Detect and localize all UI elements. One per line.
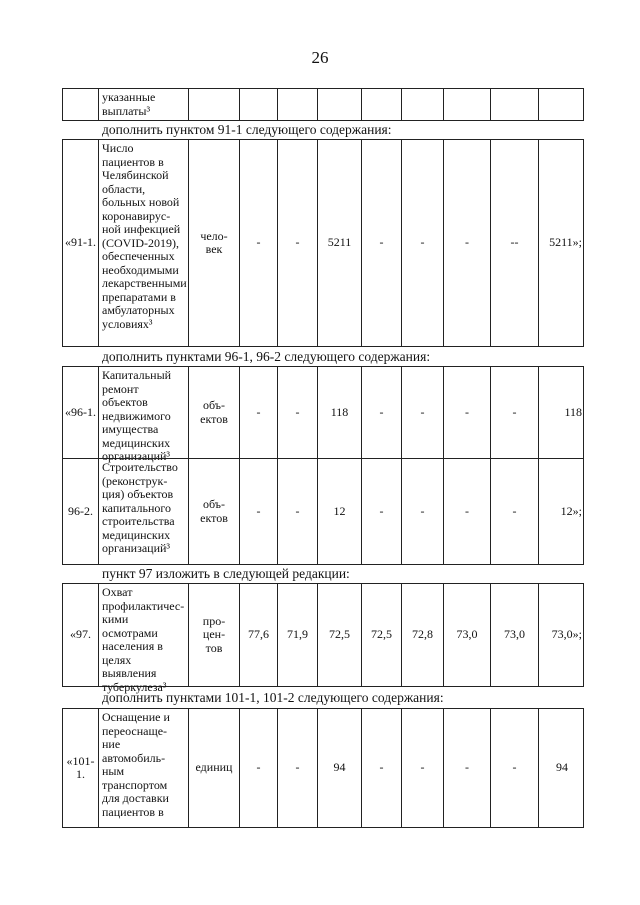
desc-line: Капитальный xyxy=(102,368,172,382)
cell-value: - xyxy=(401,459,443,564)
desc-line: туберкулеза³ xyxy=(102,679,167,694)
cell-num xyxy=(63,89,98,120)
cell-value: - xyxy=(490,459,538,564)
desc-line: переоснаще- xyxy=(102,723,168,738)
cell-value: - xyxy=(239,367,277,458)
cell-value: - xyxy=(443,140,490,346)
cell-value: 118 xyxy=(317,367,361,458)
cell-unit: единиц xyxy=(188,709,239,827)
desc-line: (реконструк- xyxy=(102,473,168,488)
desc-line: организаций³ xyxy=(102,449,171,463)
cell-value: 5211 xyxy=(317,140,361,346)
desc-line: ной инфекцией xyxy=(102,222,181,236)
cell-num: «96-1. xyxy=(65,404,96,419)
desc-line: профилактичес- xyxy=(102,598,185,613)
cell-value: - xyxy=(443,459,490,564)
cell-value: 72,8 xyxy=(401,584,443,686)
cell-value xyxy=(317,89,361,120)
desc-line: Челябинской xyxy=(102,168,169,182)
cell-value: - xyxy=(401,709,443,827)
desc-line: лекарственными xyxy=(102,276,187,290)
desc-line: капитального xyxy=(102,500,171,515)
cell-value: - xyxy=(361,709,401,827)
cell-num: «91-1. xyxy=(65,235,96,250)
cell-desc xyxy=(98,459,188,564)
desc-line: Строительство xyxy=(102,460,178,474)
table-row-96-2 xyxy=(62,458,584,565)
desc-line: кими осмотрами xyxy=(102,612,158,640)
cell-value: - xyxy=(277,459,317,564)
cell-value: - xyxy=(239,140,277,346)
cell-value: - xyxy=(490,367,538,458)
desc-line: транспортом xyxy=(102,777,168,792)
page-number: 26 xyxy=(311,48,329,67)
desc-line: коронавирус- xyxy=(102,208,171,223)
cell-value: 72,5 xyxy=(361,584,401,686)
desc-line: (COVID-2019), xyxy=(102,235,179,250)
table-row-91-1 xyxy=(62,139,584,347)
desc-line: строительства xyxy=(102,514,175,528)
cell-num: 96-2. xyxy=(68,503,93,518)
desc-line: автомобиль- xyxy=(102,750,166,765)
cell-value: - xyxy=(361,459,401,564)
cell-value: - xyxy=(361,140,401,346)
cell-unit: про- цен- тов xyxy=(188,584,239,686)
table-row-top xyxy=(62,88,584,121)
cell-value: -- xyxy=(490,140,538,346)
desc-line: пациентов в xyxy=(102,804,164,819)
cell-value: - xyxy=(277,709,317,827)
cell-value xyxy=(538,89,585,120)
cell-value: - xyxy=(443,709,490,827)
caption-101: дополнить пунктами 101-1, 101-2 следующего содержания: xyxy=(102,690,444,705)
cell-value: - xyxy=(277,367,317,458)
cell-desc xyxy=(98,140,188,346)
desc-line: имущества xyxy=(102,422,159,436)
table-row-96-1 xyxy=(62,366,584,463)
desc-line: ция) объектов xyxy=(102,487,174,501)
table-row-97 xyxy=(62,583,584,694)
desc-line: выявления xyxy=(102,666,157,680)
cell-value xyxy=(361,89,401,120)
desc-line: Охват xyxy=(102,585,133,599)
desc-line: ремонт объектов xyxy=(102,381,148,409)
desc-line: населения в xyxy=(102,639,163,653)
cell-desc xyxy=(98,367,188,463)
cell-value xyxy=(490,89,538,120)
cell-value: 77,6 xyxy=(239,584,277,686)
desc-line: указанные xyxy=(102,90,156,104)
cell-value: 94 xyxy=(317,709,361,827)
cell-unit: объ- ектов xyxy=(188,367,239,458)
cell-value: - xyxy=(277,140,317,346)
cell-value xyxy=(239,89,277,120)
cell-unit: чело- век xyxy=(188,140,239,346)
caption-91: дополнить пунктом 91-1 следующего содержания: xyxy=(102,122,392,137)
desc-line: медицинских xyxy=(102,435,171,450)
desc-line: выплаты³ xyxy=(102,103,151,118)
desc-line: условиях³ xyxy=(102,316,153,331)
cell-value: 12»; xyxy=(538,459,585,564)
desc-line: пациентов в xyxy=(102,154,164,169)
cell-num: «97. xyxy=(70,627,91,642)
cell-value: 73,0»; xyxy=(538,584,585,686)
desc-line: необходимыми xyxy=(102,262,179,277)
desc-line: Число xyxy=(102,141,134,155)
cell-value: - xyxy=(361,367,401,458)
cell-value: 71,9 xyxy=(277,584,317,686)
cell-value: - xyxy=(239,459,277,564)
desc-line: организаций³ xyxy=(102,541,171,555)
desc-line: медицинских xyxy=(102,527,171,542)
cell-num: «101-1. xyxy=(66,753,95,781)
cell-value: - xyxy=(401,140,443,346)
caption-96: дополнить пунктами 96-1, 96-2 следующего содержания: xyxy=(102,349,431,364)
cell-value: 118 xyxy=(538,367,585,458)
cell-value: 5211»; xyxy=(538,140,585,346)
desc-line: целях xyxy=(102,652,132,667)
cell-value: 94 xyxy=(538,709,585,827)
cell-value: - xyxy=(239,709,277,827)
cell-value: - xyxy=(401,367,443,458)
cell-desc xyxy=(98,89,188,120)
desc-line: для доставки xyxy=(102,791,169,805)
caption-97: пункт 97 изложить в следующей редакции: xyxy=(102,566,350,581)
cell-desc xyxy=(98,584,188,694)
cell-value xyxy=(443,89,490,120)
desc-line: препаратами в xyxy=(102,289,176,304)
cell-unit xyxy=(188,89,239,120)
desc-line: больных новой xyxy=(102,195,180,209)
cell-value xyxy=(401,89,443,120)
cell-value: - xyxy=(443,367,490,458)
cell-unit: объ- ектов xyxy=(188,459,239,564)
cell-value: - xyxy=(490,709,538,827)
table-row-101-1 xyxy=(62,708,584,828)
desc-line: Оснащение и xyxy=(102,710,170,724)
desc-line: амбулаторных xyxy=(102,303,175,317)
desc-line: недвижимого xyxy=(102,408,171,423)
cell-value: 73,0 xyxy=(443,584,490,686)
desc-line: ние xyxy=(102,737,121,751)
cell-value: 72,5 xyxy=(317,584,361,686)
desc-line: обеспеченных xyxy=(102,249,175,263)
cell-value: 12 xyxy=(317,459,361,564)
cell-value: 73,0 xyxy=(490,584,538,686)
cell-desc xyxy=(98,709,188,827)
desc-line: области, xyxy=(102,181,146,196)
desc-line: ным xyxy=(102,764,125,778)
cell-value xyxy=(277,89,317,120)
